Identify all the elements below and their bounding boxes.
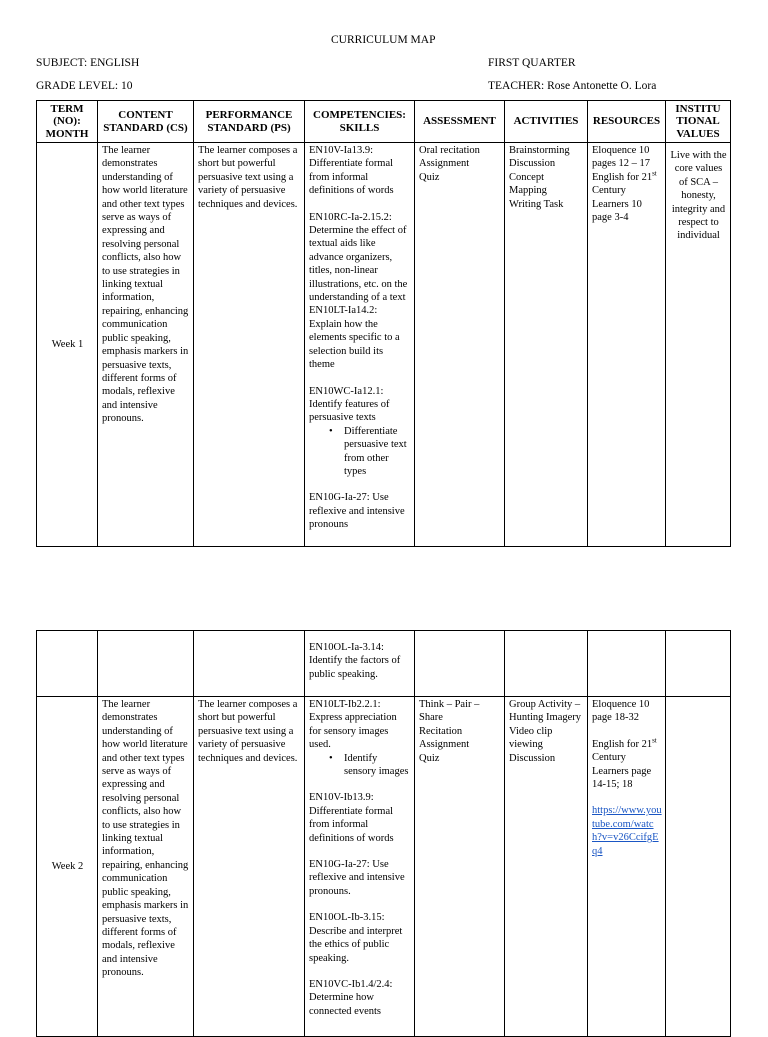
superscript: st — [652, 169, 657, 178]
competency-item: EN10WC-Ia12.1: Identify features of persuasive texts — [309, 385, 390, 424]
table-row — [37, 631, 731, 697]
grade-level-label: GRADE LEVEL: 10 — [36, 80, 133, 92]
competencies-cell — [305, 631, 415, 697]
competency-item: EN10RC-Ia-2.15.2: Determine the effect of textual aids like advance organizers, titles, non-linear illustrations, etc. on the understanding of a text — [309, 211, 408, 304]
assessment-item: Oral recitation — [419, 145, 480, 156]
term-cell: Week 1 — [37, 143, 98, 547]
empty-cell — [505, 631, 588, 697]
competency-sublist — [309, 752, 411, 779]
assessment-cell — [415, 697, 505, 1037]
header-assessment: ASSESSMENT — [415, 101, 505, 143]
activities-cell — [505, 697, 588, 1037]
assessment-item: Assignment — [419, 739, 470, 751]
header-content-standard: CONTENT STANDARD (CS) — [98, 101, 194, 143]
assessment-item: Think – Pair – Share — [419, 699, 480, 724]
empty-cell — [37, 631, 98, 697]
activity-item: Discussion — [509, 752, 556, 764]
table-row — [37, 697, 731, 1037]
term-cell: Week 2 — [37, 697, 98, 1037]
competency-bullet: • Identify sensory images — [344, 752, 411, 779]
header-resources: RESOURCES — [588, 101, 666, 143]
curriculum-table-week2 — [36, 630, 731, 1037]
activity-item: Group Activity – Hunting Imagery — [509, 699, 582, 724]
competencies-cell — [305, 697, 415, 1037]
resources-text: English for 21 — [592, 738, 653, 750]
empty-cell — [588, 631, 666, 697]
teacher-label: TEACHER: Rose Antonette O. Lora — [488, 80, 657, 92]
competency-item: EN10VC-Ib1.4/2.4: Determine how connected events — [309, 978, 393, 1017]
youtube-link[interactable]: https://www.youtube.com/watch?v=v26CcifgEq4 — [592, 805, 662, 857]
competencies-cell — [305, 143, 415, 547]
activity-item: Writing Task — [509, 198, 564, 210]
table-row — [37, 143, 731, 547]
performance-standard-cell: The learner composes a short but powerful persuasive text using a variety of persuasive techniques and devices. — [194, 143, 305, 547]
subject-label: SUBJECT: ENGLISH — [36, 57, 140, 69]
resources-text-tail: Century Learners 10 page 3-4 — [592, 185, 642, 224]
assessment-item: Quiz — [419, 171, 440, 183]
assessment-cell — [415, 143, 505, 547]
assessment-item: Quiz — [419, 752, 440, 764]
empty-cell — [194, 631, 305, 697]
performance-standard-cell: The learner composes a short but powerful persuasive text using a variety of persuasive techniques and devices. — [194, 697, 305, 1037]
header-competencies: COMPETENCIES: SKILLS — [305, 101, 415, 143]
resources-cell — [588, 697, 666, 1037]
competency-item: EN10OL-Ia-3.14: Identify the factors of public speaking. — [309, 642, 401, 680]
header-activities: ACTIVITIES — [505, 101, 588, 143]
resources-text: Eloquence 10 page 18-32 — [592, 699, 650, 724]
empty-cell — [666, 697, 731, 1037]
content-standard-cell: The learner demonstrates understanding of how world literature and other text types serve as ways of expressing and resolving personal conflicts, also how to use strategies in linking textual information, repairing, enhancing communication public speaking, emphasis markers in persuasive texts, different forms of modals, reflexive and intensive pronouns. — [98, 143, 194, 547]
header-term: TERM (NO): MONTH — [37, 101, 98, 143]
resources-cell — [588, 143, 666, 547]
document-title: CURRICULUM MAP — [331, 34, 436, 46]
competency-item: EN10G-Ia-27: Use reflexive and intensive pronouns — [309, 492, 405, 531]
header-institutional-values: INSTITU TIONAL VALUES — [666, 101, 731, 143]
assessment-item: Assignment — [419, 158, 470, 170]
content-standard-cell: The learner demonstrates understanding of how world literature and other text types serve as ways of expressing and resolving personal conflicts, also how to use strategies in linking textual information, repairing, enhancing communication public speaking, emphasis markers in persuasive texts, different forms of modals, reflexive and intensive pronouns. — [98, 697, 194, 1037]
assessment-item: Recitation — [419, 725, 463, 737]
competency-item: EN10G-Ia-27: Use reflexive and intensive pronouns. — [309, 859, 405, 897]
activity-item: Concept Mapping — [509, 171, 547, 197]
competency-item: EN10LT-Ia14.2: Explain how the elements specific to a selection build its theme — [309, 305, 400, 371]
competency-sublist — [309, 425, 411, 479]
competency-item: EN10V-Ia13.9: Differentiate formal from informal definitions of words — [309, 145, 394, 197]
empty-cell — [98, 631, 194, 697]
activities-cell — [505, 143, 588, 547]
quarter-label: FIRST QUARTER — [488, 57, 576, 69]
competency-item: EN10LT-Ib2.2.1: Express appreciation for sensory images used. — [309, 699, 397, 751]
activity-item: Brainstorming — [509, 145, 570, 156]
competency-item: EN10V-Ib13.9: Differentiate formal from informal definitions of words — [309, 792, 394, 844]
activity-item: Video clip viewing — [509, 725, 553, 751]
institutional-values-cell: Live with the core values of SCA – honesty, integrity and respect to individual — [666, 143, 731, 547]
empty-cell — [666, 631, 731, 697]
header-performance-standard: PERFORMANCE STANDARD (PS) — [194, 101, 305, 143]
resources-text: Eloquence 10 pages 12 – 17 English for 21 — [592, 145, 653, 183]
activity-item: Discussion — [509, 158, 556, 170]
competency-item: EN10OL-Ib-3.15: Describe and interpret the ethics of public speaking. — [309, 912, 403, 964]
competency-bullet: • Differentiate persuasive text from other types — [344, 425, 411, 479]
superscript: st — [652, 736, 657, 745]
empty-cell — [415, 631, 505, 697]
curriculum-table-week1 — [36, 100, 731, 547]
resources-text-tail: Century Learners page 14-15; 18 — [592, 752, 652, 791]
